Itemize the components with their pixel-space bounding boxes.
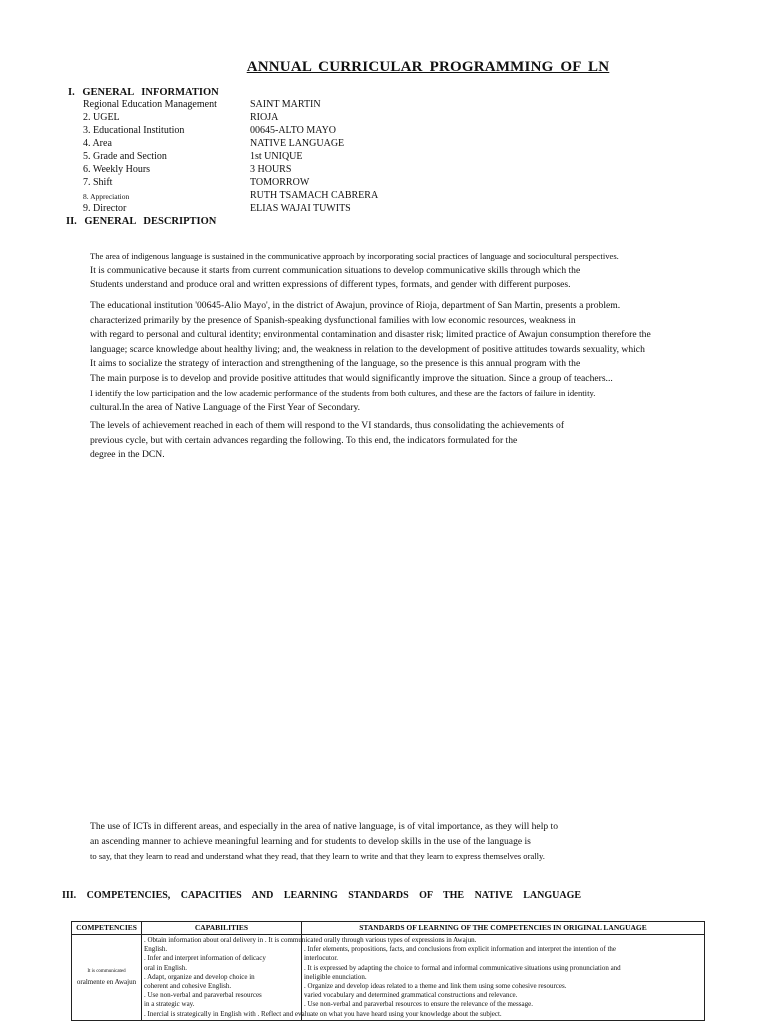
info-value: RIOJA [250,112,279,123]
info-row [83,112,683,125]
competency-cell [72,935,142,1021]
info-row [83,190,683,203]
standard-line: . It is expressed by adapting the choice to formal and informal communicative situations using pronunciation and [304,963,621,972]
capability-line: . Infer and interpret information of delicacy [144,954,266,963]
standard-line: . Use non-verbal and paraverbal resources to ensure the relevance of the message. [304,1000,533,1009]
capability-line: English. [144,945,168,954]
info-value: TOMORROW [250,177,310,188]
paragraph-line: to say, that they learn to read and understand what they read, that they learn to write and that they learn to express themselves orally. [90,851,545,861]
header-competencies: COMPETENCIES [72,922,142,935]
section-general-information-heading: I. GENERAL INFORMATION [68,87,219,98]
info-value: SAINT MARTIN [250,99,321,110]
info-row [83,164,683,177]
info-row [83,203,683,216]
info-value: NATIVE LANGUAGE [250,138,345,149]
standard-line: ineligible enunciation. [304,972,367,981]
table-header-row [72,922,705,935]
competency-main-text: oralmente en Awajun [76,978,137,987]
capability-line: oral in English. [144,963,187,972]
info-label: 5. Grade and Section [83,151,167,162]
capability-line: . Obtain information about oral delivery in . It is communicated orally through various types of expressions in Awajun. [144,936,477,944]
info-label: Regional Education Management [83,99,217,110]
info-value: 00645-ALTO MAYO [250,125,337,136]
capability-line: coherent and cohesive English. [144,982,232,991]
paragraph-line: The use of ICTs in different areas, and especially in the area of native language, is of vital importance, as they will help to [90,821,559,832]
header-capabilities: CAPABILITIES [142,922,302,935]
paragraph-line: with regard to personal and cultural identity; environmental contamination and disaster risk; limited practice of Awajun consumption therefore the [90,329,651,340]
info-row [83,151,683,164]
paragraph-line: I identify the low participation and the low academic performance of the students from both cultures, and these are the factors of failure in identity. [90,388,596,398]
paragraph-line: language; scarce knowledge about healthy living; and, the weakness in relation to the development of positive attitudes towards sexuality, which [90,343,645,355]
description-paragraph-1 [90,249,742,293]
capability-line: in a strategic way. [144,1000,195,1009]
paragraph-line: previous cycle, but with certain advances regarding the following. To this end, the indicators formulated for the [90,434,518,446]
section-general-description-heading: II. GENERAL DESCRIPTION [66,216,217,227]
info-label: 6. Weekly Hours [83,164,151,175]
description-paragraph-2 [90,299,742,415]
info-label: 4. Area [83,138,112,149]
info-row [83,138,683,151]
paragraph-line: an ascending manner to achieve meaningful learning and for students to develop skills in the use of the language is [90,835,531,847]
description-paragraph-4 [90,820,742,864]
paragraph-line: It is communicative because it starts from current communication situations to develop communicative skills through which the [90,264,581,276]
paragraph-line: Students understand and produce oral and written expressions of different types, formats, and gender with different purposes. [90,279,571,290]
standards-cell [302,935,705,1021]
paragraph-line: The levels of achievement reached in each of them will respond to the VI standards, thus consolidating the achievements of [90,420,565,431]
standard-line: varied vocabulary and determined grammatical constructions and relevance. [304,991,518,1000]
standard-line: interlocutor. [304,954,339,963]
info-label: 3. Educational Institution [83,125,185,136]
paragraph-line: cultural.In the area of Native Language of the First Year of Secondary. [90,401,361,413]
header-standards: STANDARDS OF LEARNING OF THE COMPETENCIES IN ORIGINAL LANGUAGE [302,922,705,935]
capability-line: . Inercial is strategically in English with . Reflect and evaluate on what you have heard using your knowledge about the subject. [144,1009,502,1018]
info-value: ELIAS WAJAI TUWITS [250,203,351,214]
info-label: 7. Shift [83,177,113,188]
paragraph-line: It aims to socialize the strategy of interaction and strengthening of the language, so the presence is this annual program with the [90,358,581,369]
standard-line: . Infer elements, propositions, facts, and conclusions from explicit information and interpret the intention of the [304,945,617,954]
standard-line: . Organize and develop ideas related to a theme and link them using some cohesive resources. [304,982,567,991]
document-title: ANNUAL CURRICULAR PROGRAMMING OF LN [246,59,610,75]
table-row [72,935,705,1021]
info-value: 1st UNIQUE [250,151,303,162]
info-row [83,177,683,190]
paragraph-line: The educational institution '00645-Alio Mayo', in the district of Awajun, province of Rioja, department of San Martin, presents a problem. [90,300,621,311]
capability-line: . Use non-verbal and paraverbal resources [144,991,262,1000]
description-paragraph-3 [90,419,742,463]
info-label: 8. Appreciation [83,192,130,201]
paragraph-line: The area of indigenous language is sustained in the communicative approach by incorporating social practices of language and sociocultural perspectives. [90,251,619,261]
info-value: 3 HOURS [250,164,292,175]
info-label: 2. UGEL [83,112,120,123]
info-row [83,99,683,112]
capability-line: . Adapt, organize and develop choice in [144,972,255,981]
info-row [83,125,683,138]
info-value: RUTH TSAMACH CABRERA [250,190,379,201]
competencies-table [71,921,705,1021]
competency-small-text: It is communicated [87,969,126,975]
paragraph-line: characterized primarily by the presence of Spanish-speaking dysfunctional families with low economic resources, weakness in [90,314,576,326]
section-competencies-heading: III. COMPETENCIES, CAPACITIES AND LEARNING STANDARDS OF THE NATIVE LANGUAGE [62,890,582,901]
paragraph-line: The main purpose is to develop and provide positive attitudes that would significantly improve the situation. Since a group of teachers... [90,372,613,384]
info-label: 9. Director [83,203,127,214]
paragraph-line: degree in the DCN. [90,449,165,460]
